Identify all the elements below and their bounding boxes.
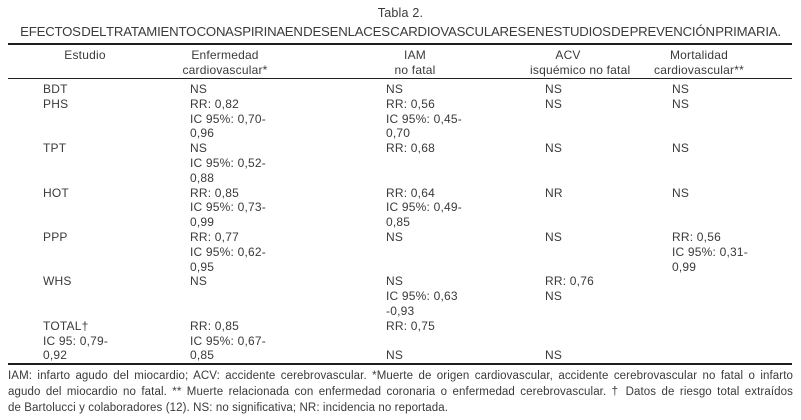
text-line: IC 95%: 0,45- (386, 111, 462, 126)
bdt-acv-cell (530, 82, 606, 97)
text-line: BDT (43, 82, 68, 96)
bottom-rule (8, 363, 792, 365)
text-line: RR: 0,77 (190, 229, 239, 244)
text-line: NS (545, 141, 563, 156)
text-line: IC 95%: 0,67- (190, 333, 266, 348)
text-line: NS (672, 185, 690, 200)
total-enfermedad-cell (150, 319, 300, 363)
ppp-enfermedad-cell (150, 230, 300, 274)
text-line: HOT (43, 185, 69, 200)
footnote-line-2: agudo del miocardio no fatal. ** Muerte relacionada con enfermedad coronaria o enfermedad cerebrovascular. † Datos de riesgo total extraídos (8, 386, 793, 398)
phs-enfermedad-cell (150, 97, 300, 141)
text-line: 0,88 (190, 170, 215, 185)
text-line: TPT (43, 141, 67, 156)
text-line: RR: 0,76 (545, 274, 594, 289)
header-enfermedad-cardiovascular (150, 48, 300, 77)
text-line: 0,99 (672, 259, 697, 274)
phs-mortalidad-cell (606, 97, 792, 141)
text-line: NS (386, 82, 404, 96)
table-header-row (8, 48, 792, 77)
table-footnote (8, 368, 793, 416)
text-line: NS (386, 274, 404, 289)
text-line: RR: 0,85 (190, 185, 239, 200)
text-line: IC 95%: 0,31- (672, 244, 748, 259)
hot-mortalidad-cell (606, 186, 792, 230)
table-caption-title: EFECTOS DEL TRATAMIENTO CON ASPIRINA EN DESENLACES CARDIOVASCULARES EN ESTUDIOS DE PREVENCIÓN PRIMARIA. (20, 24, 781, 39)
text-line: 0,85 (386, 215, 411, 230)
text-line: IC 95%: 0,70- (190, 111, 266, 126)
hot-acv-cell (530, 186, 606, 230)
text-line: RR: 0,56 (672, 229, 721, 244)
bdt-estudio-cell (8, 82, 150, 97)
text-line: RR: 0,56 (386, 96, 435, 111)
text-line: NS (672, 96, 690, 111)
hot-enfermedad-cell (150, 186, 300, 230)
whs-estudio-cell (8, 274, 150, 318)
hot-estudio-cell (8, 186, 150, 230)
ppp-estudio-cell (8, 230, 150, 274)
text-line: NS (672, 141, 690, 156)
tpt-mortalidad-cell (606, 141, 792, 185)
tpt-estudio-cell (8, 141, 150, 185)
text-line: NS (190, 141, 208, 156)
text-line: IC 95%: 0,49- (386, 200, 462, 215)
table-row-ppp (8, 230, 792, 274)
text-line: NS (190, 82, 208, 96)
total-mortalidad-cell (606, 319, 792, 363)
whs-enfermedad-cell (150, 274, 300, 318)
ppp-mortalidad-cell (606, 230, 792, 274)
whs-acv-cell (530, 274, 606, 318)
table-body (8, 82, 792, 363)
ppp-acv-cell (530, 230, 606, 274)
text-line: NS (386, 229, 404, 244)
table-row-whs (8, 274, 792, 318)
text-line: NS (545, 348, 563, 363)
table-row-bdt (8, 82, 792, 97)
text-line: IC 95%: 0,62- (190, 244, 266, 259)
table-row-hot (8, 186, 792, 230)
text-line: -0,93 (386, 303, 415, 318)
text-line: IAM (404, 48, 426, 62)
total-iam-cell (300, 319, 530, 363)
bdt-iam-cell (300, 82, 530, 97)
bdt-mortalidad-cell (606, 82, 792, 97)
text-line: IC 95%: 0,63 (386, 289, 458, 304)
text-line: Enfermedad (191, 48, 259, 62)
header-iam-no-fatal (300, 48, 530, 77)
text-line: NS (386, 348, 404, 363)
phs-estudio-cell (8, 97, 150, 141)
tpt-enfermedad-cell (150, 141, 300, 185)
bdt-enfermedad-cell (150, 82, 300, 97)
text-line: RR: 0,68 (386, 141, 435, 156)
text-line: Mortalidad (669, 48, 729, 62)
text-line: NR (545, 185, 563, 200)
table-caption-number: Tabla 2. (377, 6, 424, 20)
text-line: NS (672, 82, 690, 96)
ppp-iam-cell (300, 230, 530, 274)
phs-iam-cell (300, 97, 530, 141)
table-row-phs (8, 97, 792, 141)
footnote-line-3: de Bartolucci y colaboradores (12). NS: no significativa; NR: incidencia no reportada. (8, 402, 449, 414)
text-line: NS (545, 82, 563, 96)
text-line: NS (190, 274, 208, 289)
text-line: RR: 0,82 (190, 96, 239, 111)
text-line: IC 95: 0,79- (43, 333, 109, 348)
text-line: IC 95%: 0,52- (190, 155, 266, 170)
text-line: RR: 0,85 (190, 318, 239, 333)
tpt-iam-cell (300, 141, 530, 185)
header-rule (8, 78, 792, 79)
text-line (672, 274, 792, 289)
text-line: 0,96 (190, 126, 215, 141)
text-line: RR: 0,75 (386, 318, 435, 333)
top-rule (8, 43, 792, 45)
header-acv-isquemico (530, 48, 631, 77)
text-line: PHS (43, 96, 69, 111)
text-line (672, 319, 792, 334)
footnote-line-1: IAM: infarto agudo del miocardio; ACV: accidente cerebrovascular. *Muerte de origen cardiovascular, accidente cerebrovascular no fatal o infarto (8, 370, 793, 382)
text-line: 0,70 (386, 126, 411, 141)
text-line: 0,95 (190, 259, 215, 274)
text-line: 0,92 (43, 348, 68, 363)
whs-iam-cell (300, 274, 530, 318)
whs-mortalidad-cell (606, 274, 792, 318)
text-line: NS (545, 229, 563, 244)
text-line (545, 319, 606, 334)
text-line: TOTAL† (43, 318, 89, 333)
text-line: cardiovascular** (654, 62, 744, 77)
table-row-tpt (8, 141, 792, 185)
text-line: cardiovascular* (182, 62, 268, 77)
text-line: no fatal (394, 62, 436, 77)
text-line (386, 334, 530, 349)
phs-acv-cell (530, 97, 606, 141)
text-line: isquémico no fatal (530, 62, 631, 77)
text-line: 0,85 (190, 348, 215, 363)
hot-iam-cell (300, 186, 530, 230)
text-line: PPP (43, 229, 68, 244)
text-line: ACV (555, 48, 581, 62)
total-acv-cell (530, 319, 606, 363)
text-line (545, 334, 606, 349)
total-estudio-cell (8, 319, 150, 363)
text-line: NS (545, 96, 563, 111)
text-line: 0,99 (190, 215, 215, 230)
header-mortalidad-cardiovascular (606, 48, 792, 77)
text-line: RR: 0,64 (386, 185, 435, 200)
text-line: WHS (43, 274, 72, 289)
table-row-total (8, 319, 792, 363)
text-line: NS (545, 289, 563, 304)
text-line: IC 95%: 0,73- (190, 200, 266, 215)
text-line: Estudio (64, 48, 106, 62)
tpt-acv-cell (530, 141, 606, 185)
header-estudio (8, 48, 150, 77)
